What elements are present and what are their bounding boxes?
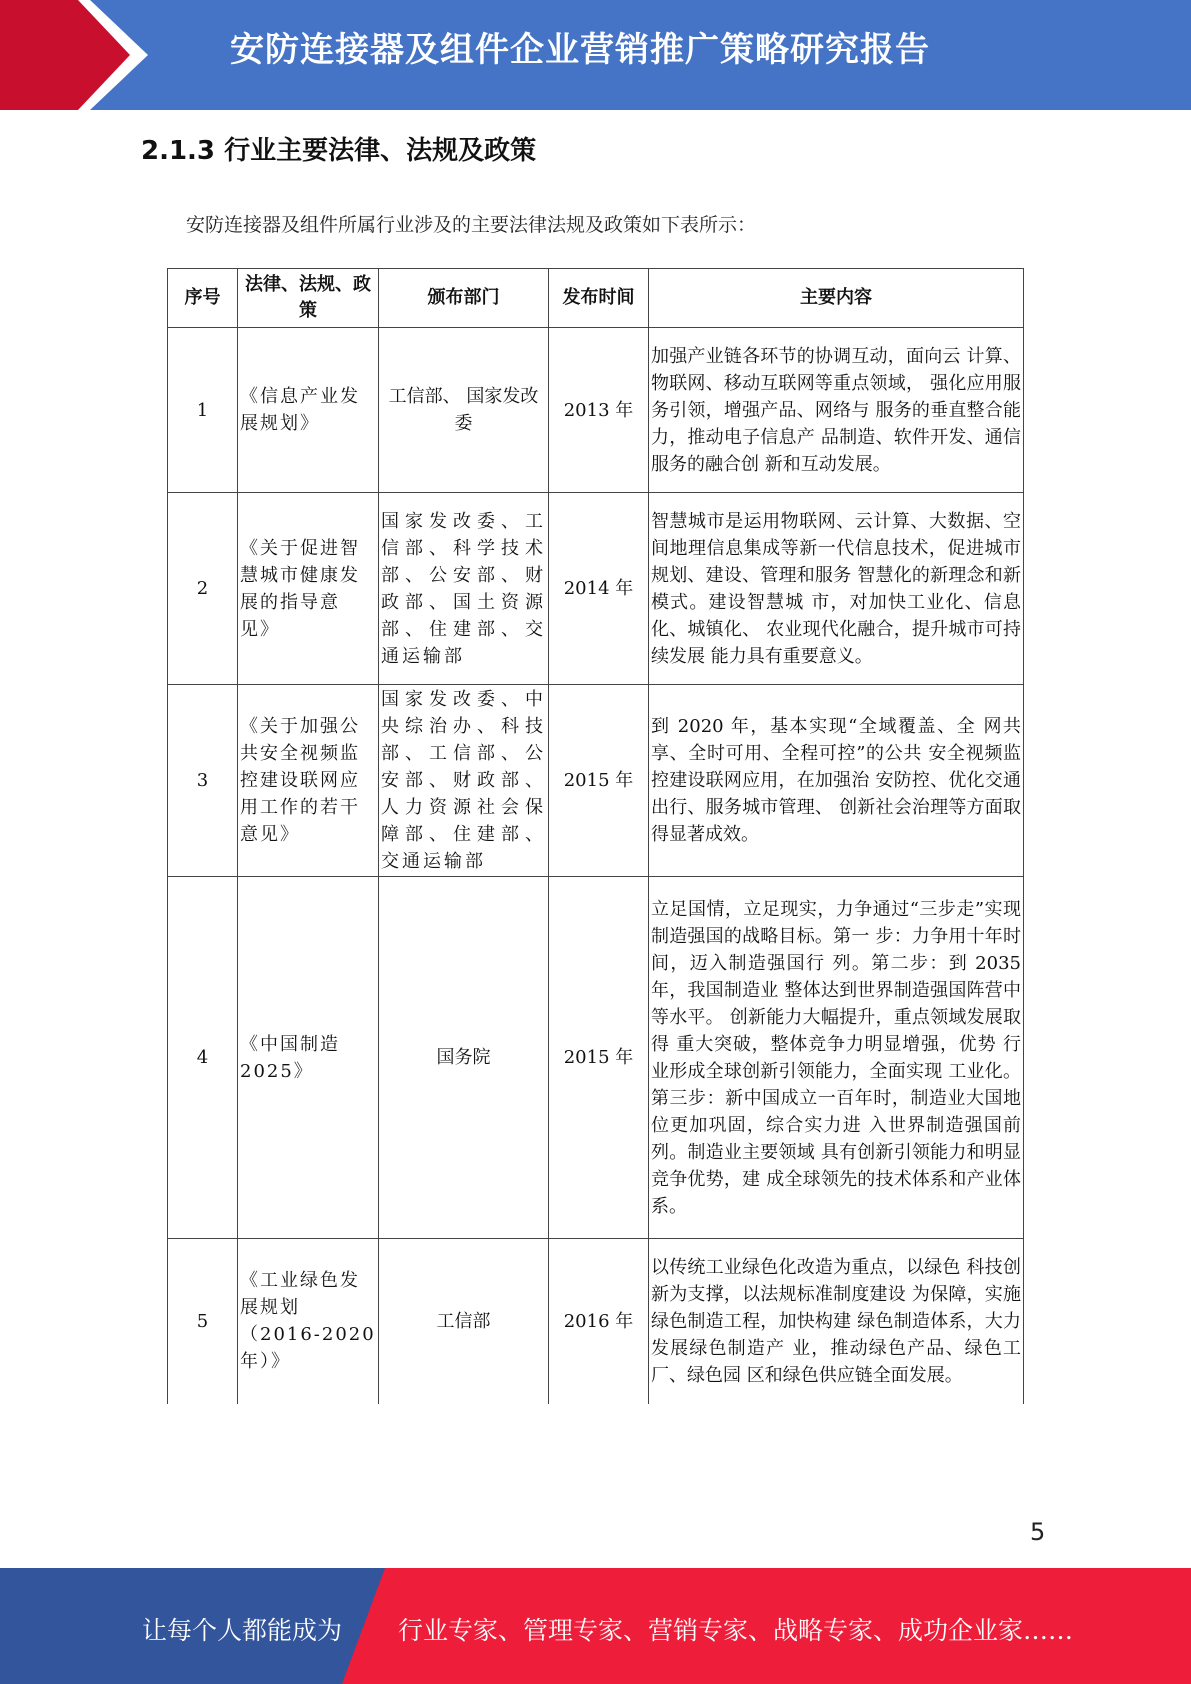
row-no: 5 — [168, 1239, 238, 1404]
row-date: 2016 年 — [549, 1239, 649, 1404]
row-dept: 工信部、 国家发改委 — [379, 328, 549, 493]
row-no: 2 — [168, 493, 238, 685]
footer-slogan-left: 让每个人都能成为 — [142, 1616, 343, 1645]
row-date: 2015 年 — [549, 877, 649, 1239]
regulations-table — [167, 268, 1024, 1404]
row-content: 以传统工业绿色化改造为重点，以绿色 科技创新为支撑，以法规标准制度建设 为保障，实施绿色制造工程，加快构建 绿色制造体系，大力发展绿色制造产 业，推动绿色产品、绿色工厂、绿色园 区和绿色供应链全面发展。 — [649, 1239, 1024, 1404]
header-banner — [0, 0, 1191, 110]
header-red-chevron — [0, 0, 150, 110]
header-law: 法律、法规、政策 — [238, 269, 379, 328]
row-dept: 国家发改委、工信部、科学技术部、公安部、财政部、国土资源部、住建部、交通运输部 — [379, 493, 549, 685]
row-dept: 国务院 — [379, 877, 549, 1239]
page-number: 5 — [1030, 1518, 1046, 1546]
header-no: 序号 — [168, 269, 238, 328]
table-header-row — [168, 269, 1024, 328]
report-title: 安防连接器及组件企业营销推广策略研究报告 — [230, 30, 930, 70]
row-law: 《信息产业发展规划》 — [238, 328, 379, 493]
row-law: 《关于加强公共安全视频监控建设联网应用工作的若干意见》 — [238, 685, 379, 877]
section-heading: 2.1.3 行业主要法律、法规及政策 — [141, 136, 537, 166]
footer-slogan-right: 行业专家、管理专家、营销专家、战略专家、成功企业家…… — [398, 1616, 1074, 1645]
header-content: 主要内容 — [649, 269, 1024, 328]
row-dept: 国家发改委、中央综治办、科技部、工信部、公安部、财政部、人力资源社会保障部、住建部、交通运输部 — [379, 685, 549, 877]
row-law: 《中国制造 2025》 — [238, 877, 379, 1239]
row-no: 4 — [168, 877, 238, 1239]
table-row — [168, 877, 1024, 1239]
intro-paragraph: 安防连接器及组件所属行业涉及的主要法律法规及政策如下表所示： — [186, 214, 757, 236]
row-content: 智慧城市是运用物联网、云计算、大数据、空间地理信息集成等新一代信息技术，促进城市规划、建设、管理和服务 智慧化的新理念和新模式。建设智慧城 市，对加快工业化、信息化、城镇化、 农业现代化融合，提升城市可持续发展 能力具有重要意义。 — [649, 493, 1024, 685]
table-row — [168, 685, 1024, 877]
row-date: 2014 年 — [549, 493, 649, 685]
table-row — [168, 493, 1024, 685]
row-law: 《工业绿色发展规划（2016-2020 年）》 — [238, 1239, 379, 1404]
row-content: 到 2020 年，基本实现“全域覆盖、全 网共享、全时可用、全程可控”的公共 安全视频监控建设联网应用，在加强治 安防控、优化交通出行、服务城市管理、 创新社会治理等方面取得显著成效。 — [649, 685, 1024, 877]
row-content: 立足国情，立足现实，力争通过“三步走”实现制造强国的战略目标。第一 步：力争用十年时间，迈入制造强国行 列。第二步：到 2035 年，我国制造业 整体达到世界制造强国阵营中等水平。 创新能力大幅提升，重点领域发展取得 重大突破，整体竞争力明显增强，优势 行业形成全球创新引领能力，全面实现 工业化。第三步：新中国成立一百年时，制造业大国地位更加巩固，综合实力进 入世界制造强国前列。制造业主要领域 具有创新引领能力和明显竞争优势，建 成全球领先的技术体系和产业体系。 — [649, 877, 1024, 1239]
row-no: 1 — [168, 328, 238, 493]
row-law: 《关于促进智慧城市健康发展的指导意 见》 — [238, 493, 379, 685]
row-no: 3 — [168, 685, 238, 877]
table-row — [168, 1239, 1024, 1404]
table-row — [168, 328, 1024, 493]
row-date: 2013 年 — [549, 328, 649, 493]
row-content: 加强产业链各环节的协调互动，面向云 计算、物联网、移动互联网等重点领域， 强化应用服务引领，增强产品、网络与 服务的垂直整合能力，推动电子信息产 品制造、软件开发、通信服务的融合创 新和互动发展。 — [649, 328, 1024, 493]
row-date: 2015 年 — [549, 685, 649, 877]
header-date: 发布时间 — [549, 269, 649, 328]
header-dept: 颁布部门 — [379, 269, 549, 328]
row-dept: 工信部 — [379, 1239, 549, 1404]
